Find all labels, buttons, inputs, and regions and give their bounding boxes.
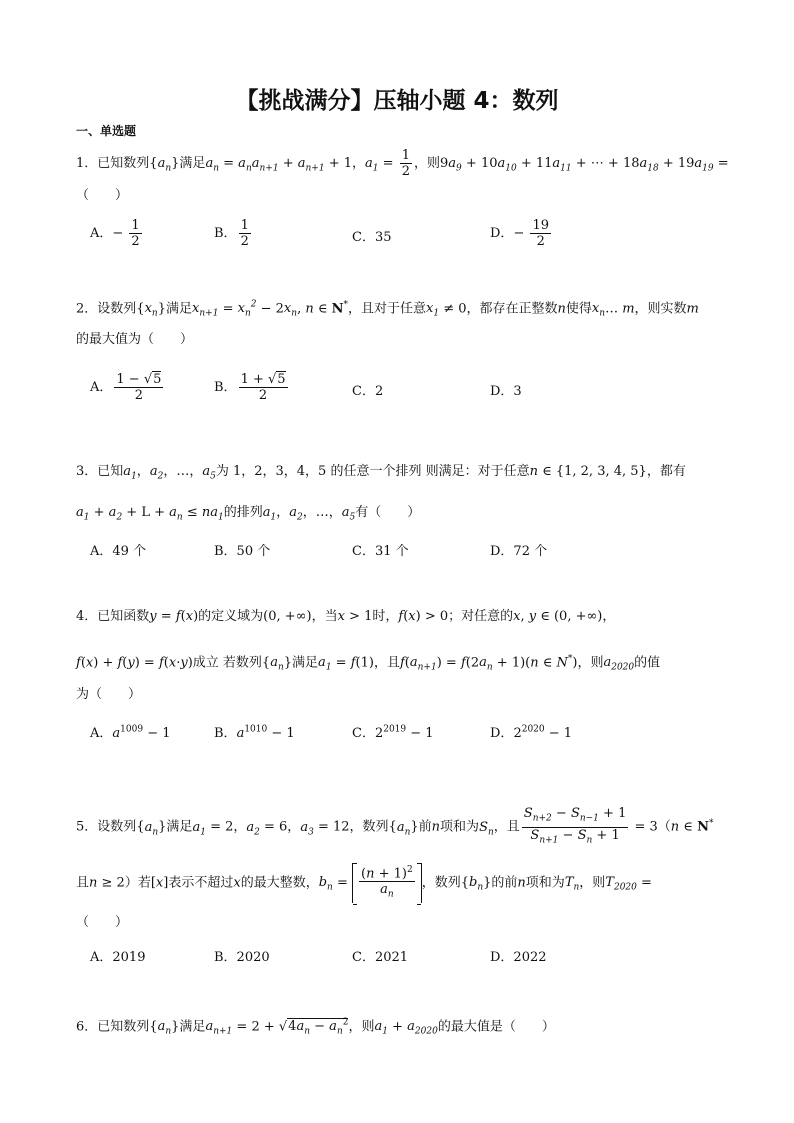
q2-option-a[interactable]: A． $\frac{1 - √5}{2}$	[90, 372, 162, 403]
q1-option-c[interactable]: C．35	[352, 230, 392, 245]
q4-option-b[interactable]: B．$a^{1010} - 1$	[214, 724, 295, 741]
question-1-stem: 1．已知数列$\{a_n\}$满足$a_n = a_na_{n+1} + a_{n+1} + 1$，$a_1$ = $\frac{1}{2}$ ，则$9a_9 + 10a_{10} + 11a_{11}$ + ⋯ + $18a_{18} + 19a_{19}$ =	[76, 148, 729, 179]
q3-option-d[interactable]: D．72 个	[490, 544, 548, 559]
question-6-stem: 6．已知数列$\{a_n\}$满足$a_{n+1} = 2 + √4a_n - a_n^2$，则$a_1 + a_{2020}$的最大值是（ ）	[76, 1018, 555, 1037]
question-5-stem-line2: 且n ≥ 2）若[x]表示不超过x的最大整数，$b_n$ = $\frac{(n + 1)^2}{a_n}$ ，数列$\{b_n\}$的前n项和为$T_n$，则$T_{2020}$ =	[76, 863, 652, 903]
question-5-paren: （ ）	[76, 915, 129, 930]
question-3-stem-line2: $a_1 + a_2 + L + a_n \le na_1$的排列$a_1$，$a_2$，…，$a_5$有（ ）	[76, 505, 421, 523]
q5-option-a[interactable]: A．2019	[90, 950, 146, 965]
q4-option-d[interactable]: D．$2^{2020} - 1$	[490, 724, 573, 741]
q2-option-c[interactable]: C．2	[352, 384, 384, 399]
question-4-stem: 4．已知函数y = f(x)的定义域为(0, +∞)，当x > 1时，f(x) > 0；对任意的x, y ∈ (0, +∞)，	[76, 609, 616, 624]
q5-option-b[interactable]: B．2020	[214, 950, 270, 965]
q1-option-b[interactable]: B． $\frac{1}{2}$	[214, 218, 249, 249]
q4-option-a[interactable]: A．$a^{1009} - 1$	[90, 724, 171, 741]
question-3-stem: 3．已知$a_1$，$a_2$，…，$a_5$为 1，2，3，4，5 的任意一个排列 则满足：对于任意n ∈ {1, 2, 3, 4, 5}，都有	[76, 464, 686, 482]
question-1-paren: （ ）	[76, 188, 129, 203]
section-heading: 一、单选题	[76, 124, 137, 138]
q3-option-a[interactable]: A．49 个	[90, 544, 147, 559]
q1-option-a[interactable]: A．− $\frac{1}{2}$	[90, 218, 140, 249]
question-4-stem-line3: 为（ ）	[76, 687, 142, 702]
q3-option-b[interactable]: B．50 个	[214, 544, 271, 559]
q5-option-d[interactable]: D．2022	[490, 950, 547, 965]
q2-option-b[interactable]: B． $\frac{1 + √5}{2}$	[214, 372, 286, 403]
q1-option-d[interactable]: D．− $\frac{19}{2}$	[490, 218, 550, 249]
q4-option-c[interactable]: C．$2^{2019} - 1$	[352, 724, 434, 741]
question-5-stem: 5．设数列$\{a_n\}$满足$a_1 = 2$，$a_2 = 6$，$a_3 = 12$，数列$\{a_n\}$前n项和为$S_n$，且 $\frac{S_{n+2} - S_{n-1} + 1}{S_{n+1} - S_n + 1}$ = 3（n ∈ N*	[76, 806, 714, 846]
page-title: 【挑战满分】压轴小题 4：数列	[235, 88, 559, 114]
q5-option-c[interactable]: C．2021	[352, 950, 409, 965]
question-4-stem-line2: f(x) + f(y) = f(x·y)成立 若数列$\{a_n\}$满足$a_1 = f(1)$，且$f(a_{n+1}) = f(2a_n + 1)(n$ ∈ N*)，则$a_{2020}$的值	[76, 654, 661, 673]
q2-option-d[interactable]: D．3	[490, 384, 522, 399]
question-2-stem: 2．设数列$\{x_n\}$满足$x_{n+1} = x_n^2 - 2x_n$, n ∈ N*，且对于任意$x_1 \ne 0$，都存在正整数n使得$x_n\dots$ m，则实数m	[76, 300, 699, 319]
question-2-stem-line2: 的最大值为（ ）	[76, 332, 194, 347]
q3-option-c[interactable]: C．31 个	[352, 544, 409, 559]
